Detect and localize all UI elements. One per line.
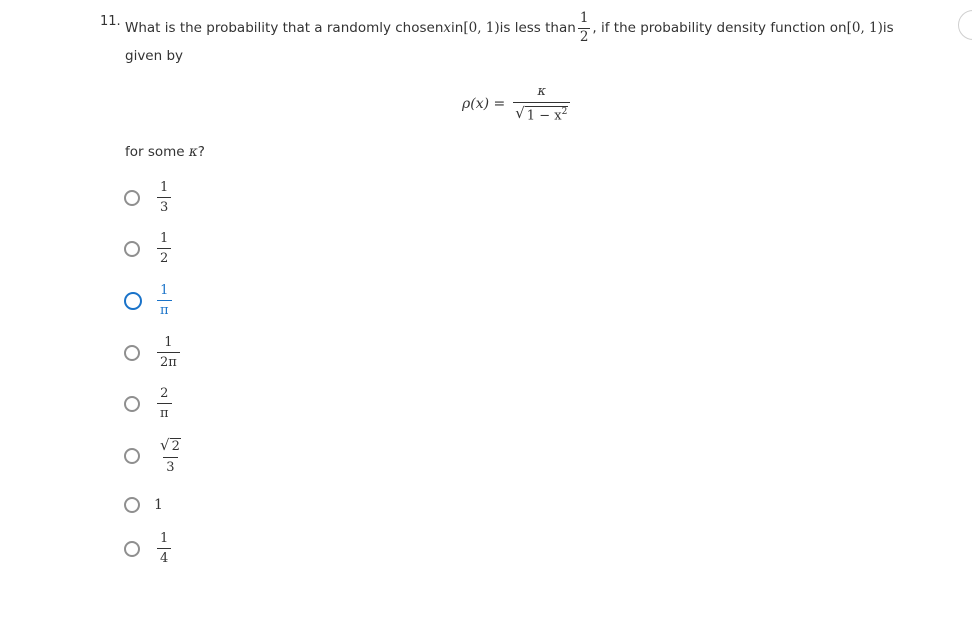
question-text-part: in [451,20,464,36]
circle-control[interactable] [958,10,972,40]
fraction-denominator: 3 [157,197,171,214]
answer-option[interactable] [124,181,173,214]
fraction-numerator: 2 [160,386,169,401]
option-value: 1 [154,497,163,513]
sqrt-content: 1 − x [526,108,562,124]
radio-button[interactable] [124,190,140,206]
formula-fraction [513,85,570,123]
question-text [125,10,925,46]
for-some-kappa [125,144,205,160]
fraction-numerator [157,438,184,457]
formula-numerator: κ [537,84,547,100]
sqrt: √ $1 - x^2$ [515,104,568,124]
formula-denominator [513,102,570,123]
fraction-numerator: 1 [164,335,173,350]
answer-option[interactable] [124,387,174,420]
option-fraction [157,232,171,265]
density-formula [462,82,572,126]
question-text-line2: given by [125,48,184,64]
radio-button[interactable] [124,345,140,361]
option-fraction [157,181,171,214]
question-text-part: is less than [499,20,576,36]
fraction-denominator: 2π [157,352,180,369]
fraction-denominator: 2 [579,28,589,45]
fraction-denominator: π [157,300,172,317]
fraction-numerator: 1 [160,283,169,298]
fraction-one-half [578,12,591,44]
fraction-numerator: 1 [579,10,589,26]
kappa: κ [188,144,198,160]
option-label [155,532,173,565]
option-label [155,181,173,214]
question-text-part: is [882,20,894,36]
question-mark: ? [197,144,205,160]
answer-option[interactable] [124,284,174,317]
fraction-numerator: 1 [160,231,169,246]
answer-option[interactable] [124,438,186,474]
option-fraction [157,284,172,317]
fraction-denominator: 3 [163,457,177,474]
option-label [155,387,174,420]
radio-button[interactable] [124,497,140,513]
radio-button[interactable] [124,396,140,412]
radio-button[interactable] [124,541,140,557]
fraction-denominator: π [157,403,172,420]
option-fraction [157,336,180,369]
option-label [155,438,186,474]
option-fraction [157,387,172,420]
fraction-numerator: 1 [160,180,169,195]
question-text-part: What is the probability that a randomly chosen [125,20,444,36]
fraction-numerator: 1 [160,531,169,546]
option-label [155,284,174,317]
interval: [0, 1) [463,20,500,36]
answer-option[interactable] [124,497,163,513]
interval: [0, 1) [846,20,883,36]
question-number: 11. [100,14,121,29]
fraction-denominator: 4 [157,548,171,565]
option-label [155,232,173,265]
option-fraction [157,532,171,565]
answer-option[interactable] [124,232,173,265]
answer-option[interactable] [124,532,173,565]
option-label [155,336,182,369]
fraction-denominator: 2 [157,248,171,265]
exponent: 2 [561,107,568,118]
sqrt-content: 2 [171,439,180,454]
formula-lhs: ρ(x) = [462,96,506,112]
option-fraction [157,438,184,474]
variable-x: x [443,20,452,36]
answer-option[interactable] [124,336,182,369]
sqrt: √ 2 [160,436,180,454]
radio-button[interactable] [124,292,142,310]
radio-button[interactable] [124,448,140,464]
question-text-part: , if the probability density function on [592,20,847,36]
radio-button[interactable] [124,241,140,257]
for-some-text: for some [125,144,189,160]
